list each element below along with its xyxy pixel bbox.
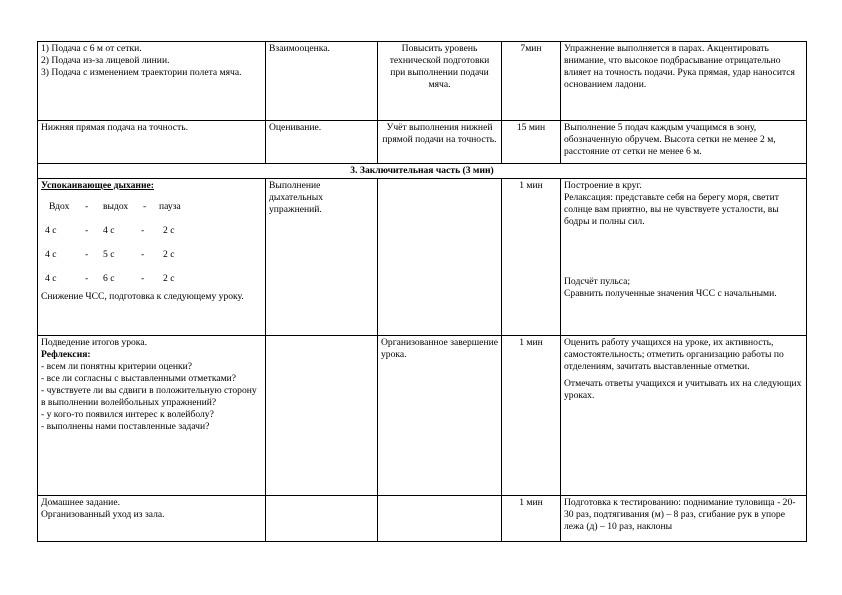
breathing-note: Снижение ЧСС, подготовка к следующему уроку. (41, 290, 244, 302)
breath-cell: 4 с (45, 224, 57, 236)
reflection-item: - чувствуете ли вы сдвиги в положительную сторону в выполнении волейбольных упражнений? (41, 384, 257, 408)
section-row (38, 164, 807, 179)
instruction-line: Релаксация: представьте себя на берегу моря, светит солнце вам приятно, вы не чувствуете усталости, вы бодры и полны сил. (564, 191, 779, 227)
table-row (38, 42, 807, 121)
assessment-cell: Выполнение дыхательных упражнений. (266, 178, 378, 335)
breath-cell: выдох (103, 200, 129, 212)
goal-cell (378, 178, 502, 335)
homework-line: Организованный уход из зала. (41, 508, 165, 520)
time-cell: 1 мин (502, 495, 561, 541)
exercise-cell (38, 42, 266, 121)
breathing-row (45, 273, 262, 285)
instruction-line: Построение в круг. (564, 179, 642, 191)
instructions-cell (561, 178, 807, 335)
assessment-cell: Взаимооценка. (266, 42, 378, 121)
time-cell: 1 мин (502, 335, 561, 495)
assessment-cell: Оценивание. (266, 121, 378, 164)
breathing-row (45, 249, 262, 261)
breath-cell: 5 с (103, 248, 115, 260)
exercise-line: 3) Подача с изменением траектории полета мяча. (41, 66, 242, 78)
breath-cell: пауза (159, 200, 181, 212)
breathing-schema (41, 201, 262, 285)
table-row (38, 178, 807, 335)
breath-cell: 4 с (45, 272, 57, 284)
instructions-cell: Выполнение 5 подач каждым учащимся в зону, обозначенную обручем. Высота сетки не менее 2 м, расстояние от сетки не менее 6 м. (561, 121, 807, 164)
table-row (38, 335, 807, 495)
assessment-cell (266, 495, 378, 541)
breath-cell: Вдох (49, 200, 70, 212)
exercise-line: 2) Подача из-за лицевой линии. (41, 54, 170, 66)
exercise-cell: Нижняя прямая подача на точность. (38, 121, 266, 164)
instruction-line: Сравнить полученные значения ЧСС с начальными. (564, 287, 777, 299)
homework-line: Домашнее задание. (41, 496, 120, 508)
table-row (38, 495, 807, 541)
breathing-header-row (45, 201, 262, 213)
instructions-cell: Упражнение выполняется в парах. Акцентировать внимание, что высокое подбрасывание отрицательно влияет на точность подачи. Рука прямая, удар наносится основанием ладони. (561, 42, 807, 121)
reflection-item: - всем ли понятны критерии оценки? (41, 360, 193, 372)
time-cell: 15 мин (502, 121, 561, 164)
breath-cell: 4 с (103, 224, 115, 236)
lesson-plan-table (37, 41, 807, 542)
assessment-cell (266, 335, 378, 495)
summary-title: Подведение итогов урока. (41, 336, 147, 348)
instruction-line: Оценить работу учащихся на уроке, их активность, самостоятельность; отметить организацию работы по отделениям, зачитать выставленные отметки. (564, 336, 784, 372)
section-title: 3. Заключительная часть (3 мин) (38, 164, 807, 179)
breathing-title: Успокаивающее дыхание: (41, 179, 154, 191)
goal-cell (378, 495, 502, 541)
reflection-label: Рефлексия: (41, 348, 91, 360)
exercise-cell (38, 335, 266, 495)
breath-cell: - (85, 272, 89, 284)
breath-cell: - (143, 200, 147, 212)
breath-cell: - (85, 224, 89, 236)
time-cell: 7мин (502, 42, 561, 121)
instruction-line: Подсчёт пульса; (564, 275, 631, 287)
breath-cell: 2 с (163, 224, 175, 236)
goal-cell: Повысить уровень технической подготовки при выполнении подачи мяча. (378, 42, 502, 121)
breathing-row (45, 225, 262, 237)
reflection-item: - выполнены нами поставленные задачи? (41, 420, 210, 432)
breath-cell: - (85, 200, 89, 212)
breath-cell: 2 с (163, 272, 175, 284)
exercise-line: 1) Подача с 6 м от сетки. (41, 43, 142, 54)
breath-cell: 6 с (103, 272, 115, 284)
spacer (564, 228, 803, 276)
breath-cell: 4 с (45, 248, 57, 260)
reflection-item: - у кого-то появился интерес к волейболу? (41, 408, 214, 420)
breath-cell: - (141, 272, 145, 284)
table-row (38, 121, 807, 164)
breath-cell: - (141, 248, 145, 260)
breath-cell: - (141, 224, 145, 236)
exercise-cell (38, 495, 266, 541)
time-cell: 1 мин (502, 178, 561, 335)
breath-cell: 2 с (163, 248, 175, 260)
exercise-cell (38, 178, 266, 335)
instructions-cell: Подготовка к тестированию: поднимание туловища - 20-30 раз, подтягивания (м) – 8 раз, сгибание рук в упоре лежа (д) – 10 раз, наклоны (561, 495, 807, 541)
reflection-item: - все ли согласны с выставленными отметками? (41, 372, 237, 384)
goal-cell: Организованное завершение урока. (378, 335, 502, 495)
instructions-cell (561, 335, 807, 495)
goal-cell: Учёт выполнения нижней прямой подачи на точность. (378, 121, 502, 164)
instruction-line: Отмечать ответы учащихся и учитывать их на следующих уроках. (564, 377, 802, 401)
breath-cell: - (85, 248, 89, 260)
